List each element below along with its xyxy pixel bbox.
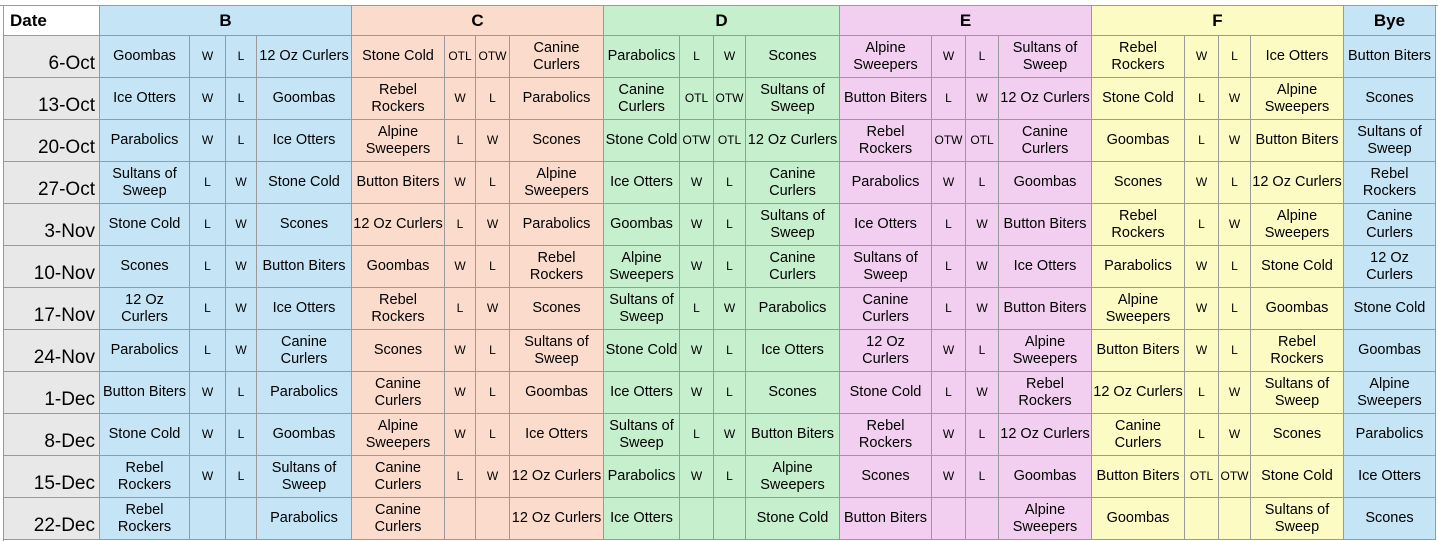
home-team-cell[interactable]: Button Biters xyxy=(352,162,445,204)
away-team-cell[interactable]: 12 Oz Curlers xyxy=(999,78,1092,120)
away-result-cell[interactable]: L xyxy=(226,78,257,120)
away-team-cell[interactable]: Canine Curlers xyxy=(257,330,352,372)
date-cell[interactable]: 22-Dec xyxy=(4,498,100,540)
away-result-cell[interactable] xyxy=(476,498,510,540)
home-team-cell[interactable]: 12 Oz Curlers xyxy=(840,330,932,372)
away-team-cell[interactable]: Goombas xyxy=(257,414,352,456)
home-team-cell[interactable]: Button Biters xyxy=(840,78,932,120)
bye-team-cell[interactable]: Stone Cold xyxy=(1344,288,1436,330)
away-team-cell[interactable]: Sultans of Sweep xyxy=(1251,498,1344,540)
home-team-cell[interactable]: Stone Cold xyxy=(604,330,680,372)
home-result-cell[interactable]: L xyxy=(932,288,966,330)
away-team-cell[interactable]: Parabolics xyxy=(746,288,840,330)
away-team-cell[interactable]: 12 Oz Curlers xyxy=(999,414,1092,456)
date-cell[interactable]: 27-Oct xyxy=(4,162,100,204)
away-result-cell[interactable]: L xyxy=(714,162,746,204)
home-result-cell[interactable]: L xyxy=(1185,120,1219,162)
away-result-cell[interactable]: W xyxy=(966,288,999,330)
date-cell[interactable]: 15-Dec xyxy=(4,456,100,498)
home-result-cell[interactable]: OTW xyxy=(932,120,966,162)
away-team-cell[interactable]: Parabolics xyxy=(510,78,604,120)
away-result-cell[interactable]: L xyxy=(1219,36,1251,78)
away-result-cell[interactable]: L xyxy=(966,162,999,204)
away-result-cell[interactable]: L xyxy=(476,330,510,372)
away-result-cell[interactable]: L xyxy=(714,372,746,414)
away-team-cell[interactable]: 12 Oz Curlers xyxy=(1251,162,1344,204)
home-team-cell[interactable]: Goombas xyxy=(352,246,445,288)
home-result-cell[interactable]: L xyxy=(190,204,226,246)
home-result-cell[interactable]: OTW xyxy=(680,120,714,162)
away-result-cell[interactable]: W xyxy=(1219,372,1251,414)
home-team-cell[interactable]: Parabolics xyxy=(100,330,190,372)
bye-team-cell[interactable]: Alpine Sweepers xyxy=(1344,372,1436,414)
away-team-cell[interactable]: Ice Otters xyxy=(257,288,352,330)
away-result-cell[interactable]: W xyxy=(476,456,510,498)
home-team-cell[interactable]: Parabolics xyxy=(604,36,680,78)
away-team-cell[interactable]: Alpine Sweepers xyxy=(510,162,604,204)
home-result-cell[interactable]: L xyxy=(932,246,966,288)
home-result-cell[interactable]: L xyxy=(190,288,226,330)
away-team-cell[interactable]: 12 Oz Curlers xyxy=(510,498,604,540)
home-result-cell[interactable]: W xyxy=(932,36,966,78)
home-result-cell[interactable]: W xyxy=(680,372,714,414)
home-result-cell[interactable]: W xyxy=(1185,288,1219,330)
bye-team-cell[interactable]: Parabolics xyxy=(1344,414,1436,456)
bye-team-cell[interactable]: Ice Otters xyxy=(1344,456,1436,498)
home-team-cell[interactable]: Stone Cold xyxy=(604,120,680,162)
away-team-cell[interactable]: Goombas xyxy=(999,162,1092,204)
home-result-cell[interactable]: W xyxy=(190,414,226,456)
home-team-cell[interactable]: Ice Otters xyxy=(604,498,680,540)
division-header-f[interactable]: F xyxy=(1092,6,1344,36)
away-result-cell[interactable]: W xyxy=(226,330,257,372)
home-result-cell[interactable]: W xyxy=(445,162,476,204)
away-result-cell[interactable]: L xyxy=(226,414,257,456)
away-team-cell[interactable]: Button Biters xyxy=(999,288,1092,330)
home-result-cell[interactable]: L xyxy=(1185,414,1219,456)
away-team-cell[interactable]: Scones xyxy=(510,288,604,330)
home-result-cell[interactable]: L xyxy=(445,120,476,162)
date-cell[interactable]: 24-Nov xyxy=(4,330,100,372)
home-team-cell[interactable]: Canine Curlers xyxy=(1092,414,1185,456)
away-result-cell[interactable]: L xyxy=(1219,246,1251,288)
home-team-cell[interactable]: Scones xyxy=(100,246,190,288)
home-result-cell[interactable]: W xyxy=(680,330,714,372)
away-result-cell[interactable]: W xyxy=(1219,120,1251,162)
home-result-cell[interactable]: W xyxy=(680,246,714,288)
away-result-cell[interactable] xyxy=(966,498,999,540)
away-result-cell[interactable]: L xyxy=(1219,330,1251,372)
away-result-cell[interactable] xyxy=(1219,498,1251,540)
away-team-cell[interactable]: 12 Oz Curlers xyxy=(257,36,352,78)
home-result-cell[interactable] xyxy=(680,498,714,540)
home-result-cell[interactable]: W xyxy=(445,330,476,372)
away-result-cell[interactable]: L xyxy=(476,414,510,456)
home-result-cell[interactable]: W xyxy=(445,246,476,288)
away-team-cell[interactable]: Button Biters xyxy=(999,204,1092,246)
home-team-cell[interactable]: Ice Otters xyxy=(604,162,680,204)
home-team-cell[interactable]: Stone Cold xyxy=(840,372,932,414)
division-header-e[interactable]: E xyxy=(840,6,1092,36)
home-team-cell[interactable]: Goombas xyxy=(100,36,190,78)
home-result-cell[interactable]: L xyxy=(680,36,714,78)
away-result-cell[interactable]: W xyxy=(966,204,999,246)
away-result-cell[interactable]: W xyxy=(966,78,999,120)
home-result-cell[interactable]: W xyxy=(1185,162,1219,204)
home-team-cell[interactable]: Button Biters xyxy=(100,372,190,414)
home-team-cell[interactable]: Parabolics xyxy=(840,162,932,204)
away-team-cell[interactable]: Scones xyxy=(1251,414,1344,456)
home-team-cell[interactable]: Rebel Rockers xyxy=(352,288,445,330)
away-team-cell[interactable]: Alpine Sweepers xyxy=(1251,78,1344,120)
home-team-cell[interactable]: Scones xyxy=(352,330,445,372)
bye-team-cell[interactable]: Goombas xyxy=(1344,330,1436,372)
home-result-cell[interactable]: L xyxy=(932,204,966,246)
away-result-cell[interactable]: L xyxy=(714,246,746,288)
home-result-cell[interactable]: L xyxy=(445,288,476,330)
away-team-cell[interactable]: Ice Otters xyxy=(746,330,840,372)
away-team-cell[interactable]: Ice Otters xyxy=(257,120,352,162)
home-team-cell[interactable]: Scones xyxy=(1092,162,1185,204)
away-team-cell[interactable]: Scones xyxy=(746,36,840,78)
home-team-cell[interactable]: Rebel Rockers xyxy=(1092,204,1185,246)
home-result-cell[interactable]: L xyxy=(680,414,714,456)
home-team-cell[interactable]: Sultans of Sweep xyxy=(604,414,680,456)
bye-team-cell[interactable]: Canine Curlers xyxy=(1344,204,1436,246)
away-team-cell[interactable]: Button Biters xyxy=(257,246,352,288)
home-result-cell[interactable]: L xyxy=(190,162,226,204)
away-team-cell[interactable]: Parabolics xyxy=(510,204,604,246)
away-team-cell[interactable]: Parabolics xyxy=(257,498,352,540)
home-team-cell[interactable]: Button Biters xyxy=(1092,330,1185,372)
home-result-cell[interactable]: W xyxy=(1185,246,1219,288)
home-result-cell[interactable]: W xyxy=(932,162,966,204)
home-result-cell[interactable]: OTL xyxy=(1185,456,1219,498)
away-result-cell[interactable]: W xyxy=(966,372,999,414)
home-result-cell[interactable]: W xyxy=(445,414,476,456)
date-column-header[interactable]: Date xyxy=(4,6,100,36)
division-header-b[interactable]: B xyxy=(100,6,352,36)
home-team-cell[interactable]: 12 Oz Curlers xyxy=(352,204,445,246)
away-result-cell[interactable]: W xyxy=(226,288,257,330)
away-team-cell[interactable]: Sultans of Sweep xyxy=(999,36,1092,78)
division-header-c[interactable]: C xyxy=(352,6,604,36)
home-team-cell[interactable]: Goombas xyxy=(604,204,680,246)
home-team-cell[interactable]: Stone Cold xyxy=(100,414,190,456)
home-team-cell[interactable]: Canine Curlers xyxy=(352,372,445,414)
bye-team-cell[interactable]: Scones xyxy=(1344,78,1436,120)
home-team-cell[interactable]: Stone Cold xyxy=(352,36,445,78)
away-result-cell[interactable]: L xyxy=(714,330,746,372)
home-team-cell[interactable]: Rebel Rockers xyxy=(352,78,445,120)
home-result-cell[interactable] xyxy=(932,498,966,540)
home-result-cell[interactable]: L xyxy=(932,372,966,414)
away-result-cell[interactable]: L xyxy=(226,372,257,414)
away-result-cell[interactable]: W xyxy=(476,288,510,330)
away-result-cell[interactable]: L xyxy=(476,78,510,120)
home-team-cell[interactable]: Scones xyxy=(840,456,932,498)
home-result-cell[interactable]: OTL xyxy=(445,36,476,78)
away-team-cell[interactable]: Sultans of Sweep xyxy=(746,78,840,120)
home-result-cell[interactable] xyxy=(445,498,476,540)
away-result-cell[interactable]: L xyxy=(714,204,746,246)
home-team-cell[interactable]: Sultans of Sweep xyxy=(604,288,680,330)
away-result-cell[interactable]: W xyxy=(1219,204,1251,246)
away-result-cell[interactable]: L xyxy=(714,456,746,498)
home-result-cell[interactable]: W xyxy=(190,372,226,414)
home-result-cell[interactable]: L xyxy=(190,246,226,288)
home-result-cell[interactable]: W xyxy=(445,78,476,120)
away-result-cell[interactable]: OTW xyxy=(714,78,746,120)
away-result-cell[interactable]: L xyxy=(966,414,999,456)
away-team-cell[interactable]: Sultans of Sweep xyxy=(1251,372,1344,414)
home-result-cell[interactable]: W xyxy=(190,456,226,498)
home-team-cell[interactable]: Button Biters xyxy=(840,498,932,540)
home-result-cell[interactable] xyxy=(1185,498,1219,540)
home-team-cell[interactable]: Goombas xyxy=(1092,120,1185,162)
home-result-cell[interactable]: L xyxy=(445,204,476,246)
home-team-cell[interactable]: Rebel Rockers xyxy=(840,414,932,456)
home-result-cell[interactable]: L xyxy=(680,288,714,330)
bye-team-cell[interactable]: Scones xyxy=(1344,498,1436,540)
bye-team-cell[interactable]: Button Biters xyxy=(1344,36,1436,78)
away-team-cell[interactable]: Ice Otters xyxy=(510,414,604,456)
away-result-cell[interactable]: L xyxy=(966,330,999,372)
away-result-cell[interactable]: L xyxy=(966,36,999,78)
home-result-cell[interactable]: W xyxy=(932,330,966,372)
away-team-cell[interactable]: Canine Curlers xyxy=(746,246,840,288)
home-team-cell[interactable]: Canine Curlers xyxy=(840,288,932,330)
away-team-cell[interactable]: 12 Oz Curlers xyxy=(510,456,604,498)
away-team-cell[interactable]: Goombas xyxy=(257,78,352,120)
home-result-cell[interactable]: W xyxy=(190,78,226,120)
away-result-cell[interactable]: W xyxy=(714,36,746,78)
away-team-cell[interactable]: Goombas xyxy=(999,456,1092,498)
away-team-cell[interactable]: Alpine Sweepers xyxy=(746,456,840,498)
home-team-cell[interactable]: Parabolics xyxy=(100,120,190,162)
home-team-cell[interactable]: Canine Curlers xyxy=(352,498,445,540)
home-team-cell[interactable]: Parabolics xyxy=(1092,246,1185,288)
away-result-cell[interactable]: W xyxy=(476,204,510,246)
home-team-cell[interactable]: Sultans of Sweep xyxy=(840,246,932,288)
home-result-cell[interactable]: L xyxy=(445,456,476,498)
away-team-cell[interactable]: Goombas xyxy=(510,372,604,414)
home-team-cell[interactable]: Ice Otters xyxy=(100,78,190,120)
home-result-cell[interactable]: W xyxy=(1185,36,1219,78)
away-result-cell[interactable]: W xyxy=(1219,414,1251,456)
away-result-cell[interactable]: W xyxy=(714,414,746,456)
away-result-cell[interactable]: L xyxy=(226,456,257,498)
bye-column-header[interactable]: Bye xyxy=(1344,6,1436,36)
away-result-cell[interactable] xyxy=(714,498,746,540)
away-result-cell[interactable]: W xyxy=(226,246,257,288)
date-cell[interactable]: 10-Nov xyxy=(4,246,100,288)
date-cell[interactable]: 20-Oct xyxy=(4,120,100,162)
bye-team-cell[interactable]: 12 Oz Curlers xyxy=(1344,246,1436,288)
home-result-cell[interactable]: L xyxy=(1185,78,1219,120)
away-team-cell[interactable]: 12 Oz Curlers xyxy=(746,120,840,162)
home-team-cell[interactable]: Button Biters xyxy=(1092,456,1185,498)
home-result-cell[interactable]: W xyxy=(190,120,226,162)
home-result-cell[interactable]: W xyxy=(932,456,966,498)
home-team-cell[interactable]: Alpine Sweepers xyxy=(352,120,445,162)
home-result-cell[interactable]: L xyxy=(1185,204,1219,246)
away-team-cell[interactable]: Parabolics xyxy=(257,372,352,414)
date-cell[interactable]: 17-Nov xyxy=(4,288,100,330)
home-result-cell[interactable]: W xyxy=(445,372,476,414)
bye-team-cell[interactable]: Sultans of Sweep xyxy=(1344,120,1436,162)
home-result-cell[interactable]: W xyxy=(680,456,714,498)
away-team-cell[interactable]: Stone Cold xyxy=(1251,456,1344,498)
away-result-cell[interactable]: L xyxy=(1219,162,1251,204)
away-result-cell[interactable]: L xyxy=(476,372,510,414)
home-team-cell[interactable]: Alpine Sweepers xyxy=(352,414,445,456)
away-team-cell[interactable]: Goombas xyxy=(1251,288,1344,330)
date-cell[interactable]: 13-Oct xyxy=(4,78,100,120)
home-result-cell[interactable]: L xyxy=(190,330,226,372)
home-result-cell[interactable]: L xyxy=(932,78,966,120)
division-header-d[interactable]: D xyxy=(604,6,840,36)
home-team-cell[interactable]: Stone Cold xyxy=(1092,78,1185,120)
home-result-cell[interactable]: W xyxy=(190,36,226,78)
home-team-cell[interactable]: Alpine Sweepers xyxy=(1092,288,1185,330)
away-result-cell[interactable] xyxy=(226,498,257,540)
away-result-cell[interactable]: W xyxy=(476,120,510,162)
home-team-cell[interactable]: Alpine Sweepers xyxy=(604,246,680,288)
home-team-cell[interactable]: Canine Curlers xyxy=(604,78,680,120)
away-team-cell[interactable]: Scones xyxy=(746,372,840,414)
away-result-cell[interactable]: W xyxy=(714,288,746,330)
home-team-cell[interactable]: 12 Oz Curlers xyxy=(100,288,190,330)
date-cell[interactable]: 6-Oct xyxy=(4,36,100,78)
home-team-cell[interactable]: Goombas xyxy=(1092,498,1185,540)
home-team-cell[interactable]: 12 Oz Curlers xyxy=(1092,372,1185,414)
away-result-cell[interactable]: L xyxy=(226,36,257,78)
home-team-cell[interactable]: Sultans of Sweep xyxy=(100,162,190,204)
away-team-cell[interactable]: Button Biters xyxy=(746,414,840,456)
away-result-cell[interactable]: W xyxy=(226,162,257,204)
away-result-cell[interactable]: W xyxy=(1219,78,1251,120)
home-team-cell[interactable]: Ice Otters xyxy=(840,204,932,246)
date-cell[interactable]: 1-Dec xyxy=(4,372,100,414)
away-team-cell[interactable]: Stone Cold xyxy=(746,498,840,540)
date-cell[interactable]: 3-Nov xyxy=(4,204,100,246)
away-result-cell[interactable]: L xyxy=(226,120,257,162)
home-result-cell[interactable]: W xyxy=(1185,330,1219,372)
home-result-cell[interactable] xyxy=(190,498,226,540)
home-team-cell[interactable]: Rebel Rockers xyxy=(100,456,190,498)
away-team-cell[interactable]: Rebel Rockers xyxy=(999,372,1092,414)
away-result-cell[interactable]: OTW xyxy=(476,36,510,78)
home-result-cell[interactable]: L xyxy=(1185,372,1219,414)
home-team-cell[interactable]: Parabolics xyxy=(604,456,680,498)
away-team-cell[interactable]: Sultans of Sweep xyxy=(257,456,352,498)
away-team-cell[interactable]: Stone Cold xyxy=(257,162,352,204)
away-team-cell[interactable]: Alpine Sweepers xyxy=(999,498,1092,540)
away-result-cell[interactable]: W xyxy=(226,204,257,246)
away-team-cell[interactable]: Stone Cold xyxy=(1251,246,1344,288)
home-team-cell[interactable]: Ice Otters xyxy=(604,372,680,414)
home-result-cell[interactable]: W xyxy=(680,162,714,204)
home-result-cell[interactable]: W xyxy=(932,414,966,456)
away-result-cell[interactable]: W xyxy=(966,246,999,288)
away-result-cell[interactable]: OTL xyxy=(966,120,999,162)
home-team-cell[interactable]: Canine Curlers xyxy=(352,456,445,498)
away-team-cell[interactable]: Rebel Rockers xyxy=(1251,330,1344,372)
home-team-cell[interactable]: Rebel Rockers xyxy=(1092,36,1185,78)
away-team-cell[interactable]: Canine Curlers xyxy=(999,120,1092,162)
away-team-cell[interactable]: Ice Otters xyxy=(1251,36,1344,78)
away-team-cell[interactable]: Scones xyxy=(510,120,604,162)
away-team-cell[interactable]: Sultans of Sweep xyxy=(746,204,840,246)
home-team-cell[interactable]: Rebel Rockers xyxy=(100,498,190,540)
away-result-cell[interactable]: OTW xyxy=(1219,456,1251,498)
home-result-cell[interactable]: W xyxy=(680,204,714,246)
away-team-cell[interactable]: Alpine Sweepers xyxy=(1251,204,1344,246)
home-team-cell[interactable]: Rebel Rockers xyxy=(840,120,932,162)
bye-team-cell[interactable]: Rebel Rockers xyxy=(1344,162,1436,204)
away-team-cell[interactable]: Rebel Rockers xyxy=(510,246,604,288)
home-team-cell[interactable]: Alpine Sweepers xyxy=(840,36,932,78)
away-team-cell[interactable]: Canine Curlers xyxy=(746,162,840,204)
home-result-cell[interactable]: OTL xyxy=(680,78,714,120)
away-team-cell[interactable]: Sultans of Sweep xyxy=(510,330,604,372)
away-result-cell[interactable]: L xyxy=(476,246,510,288)
away-result-cell[interactable]: L xyxy=(1219,288,1251,330)
away-team-cell[interactable]: Ice Otters xyxy=(999,246,1092,288)
away-team-cell[interactable]: Canine Curlers xyxy=(510,36,604,78)
away-team-cell[interactable]: Button Biters xyxy=(1251,120,1344,162)
date-cell[interactable]: 8-Dec xyxy=(4,414,100,456)
away-team-cell[interactable]: Scones xyxy=(257,204,352,246)
away-team-cell[interactable]: Alpine Sweepers xyxy=(999,330,1092,372)
home-team-cell[interactable]: Stone Cold xyxy=(100,204,190,246)
away-result-cell[interactable]: OTL xyxy=(714,120,746,162)
away-result-cell[interactable]: L xyxy=(476,162,510,204)
away-result-cell[interactable]: L xyxy=(966,456,999,498)
